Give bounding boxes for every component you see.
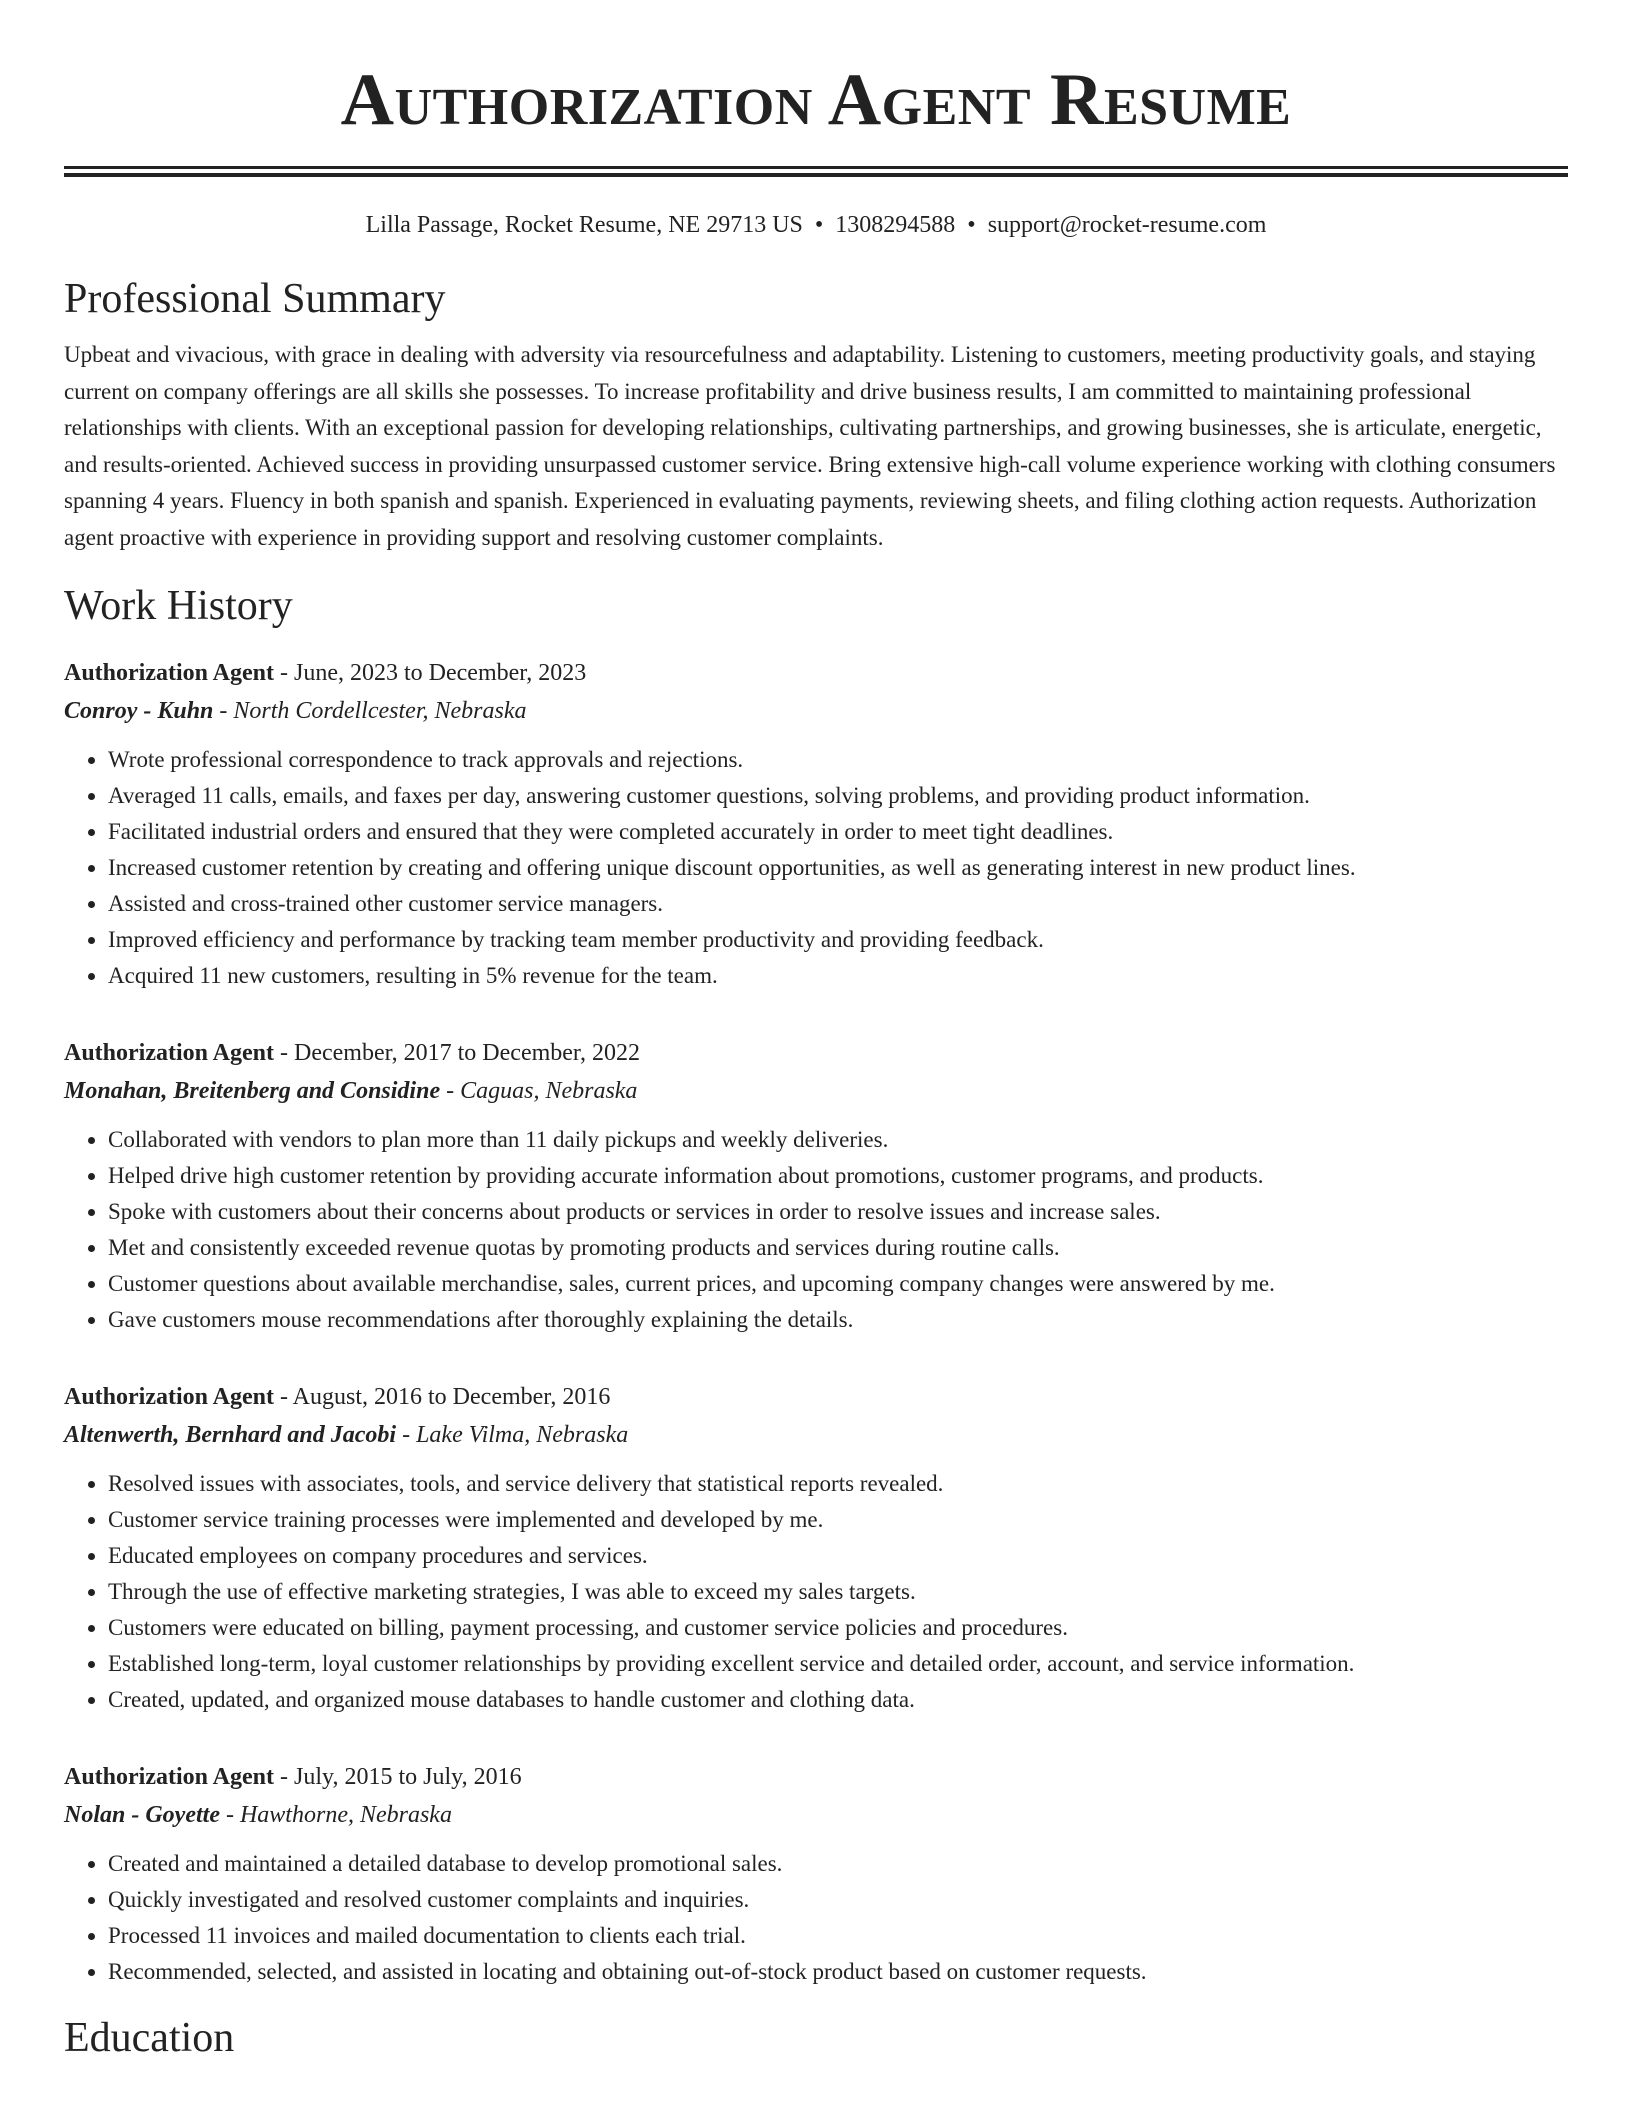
job-bullet: • Established long-term, loyal customer relationships by providing excellent service and detailed order, account, and service information.: [108, 1646, 1568, 1682]
contact-address: Lilla Passage, Rocket Resume, NE 29713 US: [365, 212, 803, 238]
job-title-line: [64, 1758, 1568, 1796]
job-title-line: [64, 654, 1568, 692]
job-bullet: • Customer service training processes were implemented and developed by me.: [108, 1502, 1568, 1538]
job-role: Authorization Agent: [64, 1040, 274, 1066]
job-entry: [64, 1378, 1568, 1718]
contact-separator: •: [967, 212, 976, 238]
job-bullet: • Wrote professional correspondence to track approvals and rejections.: [108, 742, 1568, 778]
job-bullet: • Met and consistently exceeded revenue quotas by promoting products and services during routine calls.: [108, 1230, 1568, 1266]
job-bullet: • Resolved issues with associates, tools, and service delivery that statistical reports revealed.: [108, 1466, 1568, 1502]
job-bullet: • Facilitated industrial orders and ensured that they were completed accurately in order to meet tight deadlines.: [108, 814, 1568, 850]
job-dates: June, 2023 to December, 2023: [294, 660, 587, 686]
job-bullets: [64, 1122, 1568, 1338]
job-role: Authorization Agent: [64, 660, 274, 686]
job-location: Caguas, Nebraska: [460, 1078, 638, 1104]
job-entry: [64, 1758, 1568, 1990]
job-role: Authorization Agent: [64, 1384, 274, 1410]
contact-email: support@rocket-resume.com: [987, 212, 1267, 238]
job-dates: December, 2017 to December, 2022: [294, 1040, 640, 1066]
contact-phone: 1308294588: [835, 212, 956, 238]
resume-title: Authorization Agent Resume: [340, 59, 1292, 141]
contact-line: [64, 209, 1568, 241]
education-heading: Education: [64, 2015, 235, 2061]
job-company-line: [64, 1072, 1568, 1110]
job-dash: -: [213, 698, 234, 724]
job-dash: -: [274, 1040, 294, 1066]
job-location: Hawthorne, Nebraska: [239, 1802, 452, 1828]
job-location: North Cordellcester, Nebraska: [233, 698, 527, 724]
summary-heading: Professional Summary: [64, 276, 446, 322]
job-bullet: • Increased customer retention by creating and offering unique discount opportunities, as well as generating interest in new product lines.: [108, 850, 1568, 886]
job-entry: [64, 1034, 1568, 1338]
job-bullet: • Processed 11 invoices and mailed documentation to clients each trial.: [108, 1918, 1568, 1954]
job-bullets: [64, 1846, 1568, 1990]
job-location: Lake Vilma, Nebraska: [416, 1422, 629, 1448]
job-bullets: [64, 742, 1568, 994]
job-company: Nolan - Goyette: [64, 1802, 220, 1828]
job-dates: July, 2015 to July, 2016: [294, 1764, 522, 1790]
job-bullet: • Acquired 11 new customers, resulting in 5% revenue for the team.: [108, 958, 1568, 994]
job-company: Conroy - Kuhn: [64, 698, 214, 724]
job-bullet: • Customer questions about available merchandise, sales, current prices, and upcoming company changes were answered by me.: [108, 1266, 1568, 1302]
job-bullet: • Recommended, selected, and assisted in locating and obtaining out-of-stock product based on customer requests.: [108, 1954, 1568, 1990]
work-history-list: [64, 654, 1568, 1990]
job-bullet: • Quickly investigated and resolved customer complaints and inquiries.: [108, 1882, 1568, 1918]
job-company-line: [64, 692, 1568, 730]
job-bullet: • Educated employees on company procedures and services.: [108, 1538, 1568, 1574]
job-dash: -: [440, 1078, 461, 1104]
contact-separator: •: [814, 212, 824, 238]
job-dash: -: [274, 660, 294, 686]
job-bullet: • Customers were educated on billing, payment processing, and customer service policies and procedures.: [108, 1610, 1568, 1646]
job-dash: -: [219, 1802, 240, 1828]
work-history-heading: Work History: [64, 583, 293, 629]
job-dash: -: [274, 1384, 293, 1410]
job-bullet: • Through the use of effective marketing strategies, I was able to exceed my sales targets.: [108, 1574, 1568, 1610]
job-entry: [64, 654, 1568, 994]
job-bullet: • Averaged 11 calls, emails, and faxes per day, answering customer questions, solving problems, and providing product information.: [108, 778, 1568, 814]
job-title-line: [64, 1378, 1568, 1416]
job-bullets: [64, 1466, 1568, 1718]
job-bullet: • Spoke with customers about their concerns about products or services in order to resolve issues and increase sales.: [108, 1194, 1568, 1230]
job-bullet: • Helped drive high customer retention by providing accurate information about promotions, customer programs, and products.: [108, 1158, 1568, 1194]
job-bullet: • Collaborated with vendors to plan more than 11 daily pickups and weekly deliveries.: [108, 1122, 1568, 1158]
job-bullet: • Assisted and cross-trained other customer service managers.: [108, 886, 1568, 922]
job-title-line: [64, 1034, 1568, 1072]
job-company: Altenwerth, Bernhard and Jacobi: [64, 1422, 397, 1448]
job-bullet: • Improved efficiency and performance by tracking team member productivity and providing feedback.: [108, 922, 1568, 958]
job-bullet: • Created, updated, and organized mouse databases to handle customer and clothing data.: [108, 1682, 1568, 1718]
job-company-line: [64, 1796, 1568, 1834]
job-dash: -: [274, 1764, 294, 1790]
job-company-line: [64, 1416, 1568, 1454]
job-role: Authorization Agent: [64, 1764, 274, 1790]
job-company: Monahan, Breitenberg and Considine: [64, 1078, 441, 1104]
job-dash: -: [396, 1422, 417, 1448]
summary-text: Upbeat and vivacious, with grace in dealing with adversity via resourcefulness and adaptability. Listening to customers, meeting productivity goals, and staying current on company offerings are all skills she possesses. To increase profitability and drive business results, I am committed to maintaining professional relationships with clients. With an exceptional passion for developing relationships, cultivating partnerships, and growing businesses, she is articulate, energetic, and results-oriented. Achieved success in providing unsurpassed customer service. Bring extensive high-call volume experience working with clothing consumers spanning 4 years. Fluency in both spanish and spanish. Experienced in evaluating payments, reviewing sheets, and filing clothing action requests. Authorization agent proactive with experience in providing support and resolving customer complaints.: [64, 342, 1556, 550]
job-bullet: • Gave customers mouse recommendations after thoroughly explaining the details.: [108, 1302, 1568, 1338]
job-bullet: • Created and maintained a detailed database to develop promotional sales.: [108, 1846, 1568, 1882]
title-divider: [64, 166, 1568, 177]
job-dates: August, 2016 to December, 2016: [292, 1384, 611, 1410]
